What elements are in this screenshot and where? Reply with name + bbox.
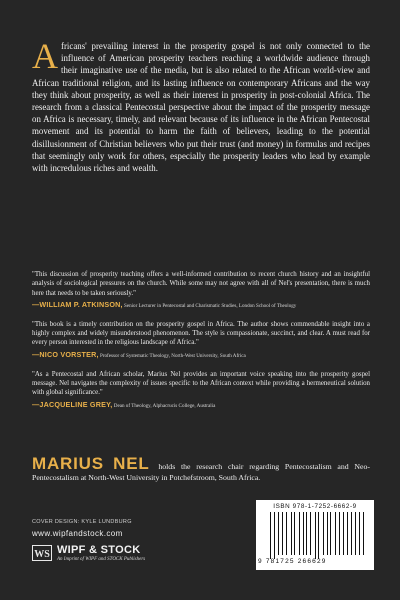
endorser-title: Senior Lecturer in Pentecostal and Charismatic Studies, London School of Theology: [124, 302, 297, 309]
isbn-label: ISBN 978-1-7252-6662-9: [273, 503, 357, 510]
endorsement-attribution: [32, 350, 370, 361]
barcode-stripe: [286, 512, 287, 555]
endorsement-quote: "This discussion of prosperity teaching offers a well-informed contribution to recent church history and an insightful analysis of sociological pressures on the church. While some may not agree with all of Nel's presentation, there is much here that needs to be taken seriously.": [32, 271, 370, 297]
barcode-stripe: [299, 512, 300, 555]
endorser-name: —JACQUELINE GREY,: [32, 399, 113, 409]
barcode-stripe: [353, 512, 354, 555]
svg-text:WS: WS: [34, 549, 50, 559]
barcode-bars: [270, 512, 366, 559]
endorsement: [32, 270, 370, 311]
barcode-number: 9 781725 266629: [258, 558, 327, 565]
endorsement: [32, 370, 370, 411]
drop-cap: A: [32, 36, 58, 76]
description-text: fricans' prevailing interest in the prosperity gospel is not only connected to the influence of American prosperity teachers reaching a worldwide audience through their imaginative use of the media, but is also related to the African world-view and African traditional religion, and its lasting influence on contemporary Africans and the way they think about prosperity, as well as their interest in prosperity in post-colonial Africa. The research from a classical Pentecostal perspective about the impact of the prosperity message on Africa is necessary, timely, and relevant because of its influence in the African Pentecostal movement and its potential to harm the faith of believers, leading to the potential disillusionment of Christian believers who put their trust (and money) in formulas and recipes that seemingly only work for others, especially the prosperity leaders who lead by example with incredulous riches and wealth.: [32, 41, 370, 174]
endorsement-attribution: [32, 400, 370, 411]
publisher-imprint: An Imprint of WIPF and STOCK Publishers: [57, 557, 146, 562]
barcode-stripe: [327, 512, 328, 555]
barcode-stripe: [312, 512, 313, 555]
author-bio-text: holds the research chair regarding Pentecostalism and Neo-Pentecostalism at North-West University in Potchefstroom, South Africa.: [32, 462, 371, 482]
barcode-stripe: [275, 512, 276, 555]
endorser-title: Dean of Theology, Alphacrucis College, Australia: [113, 402, 216, 409]
barcode-stripe: [339, 512, 340, 555]
endorsements: [32, 270, 370, 420]
barcode-stripe: [321, 512, 322, 555]
barcode-stripe: [315, 512, 316, 559]
author-bio: [32, 454, 371, 483]
barcode-stripe: [359, 512, 360, 555]
endorsement: [32, 320, 370, 361]
publisher-website: www.wipfandstock.com: [32, 529, 123, 538]
endorsement-quote: "This book is a timely contribution on the prosperity gospel in Africa. The author shows commendable insight into a highly complex and widely misunderstood phenomenon. The style is compassionate, succinct, and clear. A must read for every person interested in the religious landscape of Africa.": [32, 320, 370, 347]
publisher-logo-mark: [34, 547, 50, 559]
publisher-logo-icon: [32, 545, 52, 561]
isbn-barcode: [256, 500, 374, 570]
author-name: MARIUS NEL: [32, 454, 150, 473]
barcode-stripe: [330, 512, 331, 555]
endorser-name: —NICO VORSTER,: [32, 349, 99, 359]
publisher-name: WIPF & STOCK: [57, 544, 141, 556]
endorsement-attribution: [32, 300, 370, 311]
book-description: [32, 36, 370, 174]
barcode-stripe: [348, 512, 349, 555]
endorsement-quote: "As a Pentecostal and African scholar, Marius Nel provides an important voice speaking into the prosperity gospel message. Nel navigates the complexity of issues specific to the African context while providing a hermeneutical solution with global significance.": [32, 370, 370, 397]
barcode-stripe: [294, 512, 295, 555]
barcode-stripe: [304, 512, 305, 555]
barcode-stripe: [280, 512, 281, 555]
barcode-stripe: [341, 512, 342, 555]
barcode-stripe: [288, 512, 289, 555]
cover-design-credit: COVER DESIGN: KYLE LUNDBURG: [32, 519, 132, 525]
endorser-name: —WILLIAM P. ATKINSON,: [32, 299, 123, 309]
endorser-title: Professor of Systematic Theology, North-West University, South Africa: [99, 352, 246, 359]
